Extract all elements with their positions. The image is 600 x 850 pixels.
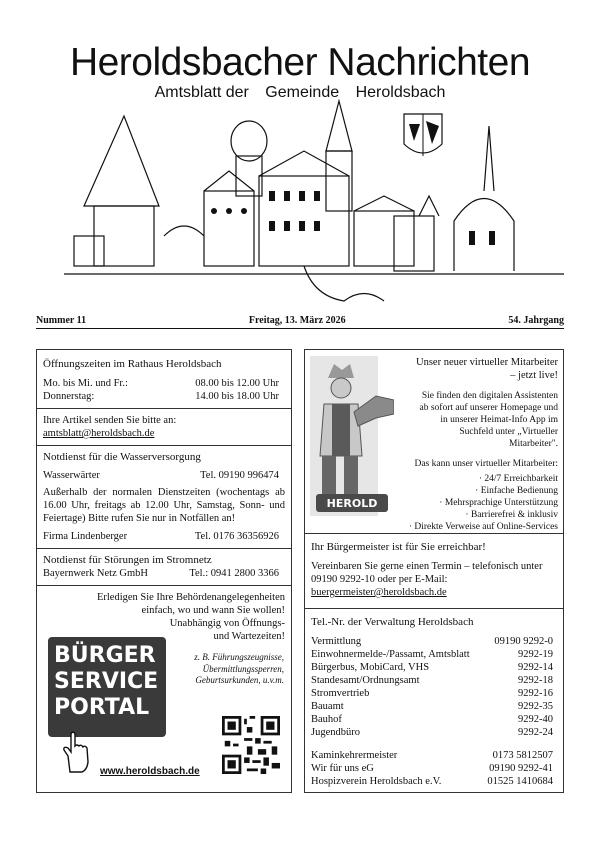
portal-intro-line: einfach, wo und wann Sie wollen!	[141, 605, 285, 616]
portal-logo-line: BÜRGER	[54, 643, 156, 668]
issue-line	[36, 315, 564, 329]
portal-intro-line: und Wartezeiten!	[213, 631, 285, 642]
power-provider-phone: Tel.: 0941 2800 3366	[189, 568, 279, 579]
phone-label: Wir für uns eG	[311, 763, 374, 774]
phone-list-row	[311, 726, 553, 739]
issue-number: Nummer 11	[36, 315, 87, 326]
phone-label: Standesamt/Ordnungsamt	[311, 675, 420, 686]
mayor-email-link[interactable]: buergermeister@heroldsbach.de	[311, 587, 447, 598]
phone-label: Hospizverein Heroldsbach e.V.	[311, 776, 442, 787]
opening-hours-section	[37, 350, 291, 403]
herold-feature-item: · Einfache Bedienung	[475, 486, 558, 496]
water-keeper-phone: Tel. 09190 996474	[200, 470, 279, 481]
water-keeper-label: Wasserwärter	[43, 470, 100, 481]
phone-number: 09190 9292-0	[494, 636, 553, 647]
masthead	[0, 40, 600, 102]
herold-feature-item: · Direkte Verweise auf Online-Services	[408, 522, 558, 532]
water-firm-label: Firma Lindenberger	[43, 531, 128, 542]
subtitle-mid: Gemeinde	[265, 84, 340, 101]
phone-list-row	[311, 674, 553, 687]
articles-text: Ihre Artikel senden Sie bitte an:	[43, 415, 177, 426]
phone-list-row	[311, 749, 553, 762]
herold-feature-item: · Mehrsprachige Unterstützung	[439, 498, 558, 508]
herold-headline: Unser neuer virtueller Mitarbeiter	[416, 357, 558, 368]
water-firm-phone: Tel. 0176 36356926	[194, 531, 279, 542]
subtitle-left: Amtsblatt der	[154, 84, 249, 101]
phone-label: Bürgerbus, MobiCard, VHS	[311, 662, 430, 673]
subtitle-right: Heroldsbach	[355, 84, 446, 101]
opening-day: Donnerstag:	[43, 391, 95, 402]
coat-of-arms-icon	[404, 114, 442, 156]
phone-label: Bauhof	[311, 714, 342, 725]
opening-hours-row	[43, 390, 285, 403]
opening-hours-row	[43, 377, 285, 390]
phone-number: 9292-35	[518, 701, 553, 712]
phone-number: 01525 1410684	[487, 776, 553, 787]
herold-feature-item: · Barrierefrei & inklusiv	[465, 510, 558, 520]
phone-list-row	[311, 635, 553, 648]
phone-label: Kaminkehrermeister	[311, 750, 398, 761]
qr-code-icon[interactable]	[222, 716, 280, 774]
phone-number: 9292-16	[518, 688, 553, 699]
herold-announcement	[378, 356, 558, 533]
herold-features-title: Das kann unser virtueller Mitarbeiter:	[414, 459, 558, 469]
power-provider-label: Bayernwerk Netz GmbH	[43, 568, 148, 579]
opening-day: Mo. bis Mi. und Fr.:	[43, 378, 128, 389]
water-firm-row	[43, 530, 285, 543]
opening-hours-title: Öffnungszeiten im Rathaus Heroldsbach	[43, 358, 222, 370]
phone-number: 9292-19	[518, 649, 553, 660]
herold-feature-item: · 24/7 Erreichbarkeit	[478, 474, 558, 484]
portal-logo-line: PORTAL	[54, 695, 150, 720]
herold-feature-list	[378, 473, 558, 533]
phone-list-row	[311, 775, 553, 788]
portal-intro-line: Unabhängig von Öffnungs-	[169, 618, 285, 629]
newspaper-title: Heroldsbacher Nachrichten	[69, 41, 531, 84]
water-emergency-section	[37, 451, 291, 543]
opening-time: 14.00 bis 18.00 Uhr	[195, 391, 279, 402]
articles-email-link[interactable]: amtsblatt@heroldsbach.de	[43, 428, 155, 439]
portal-examples: z. B. Führungszeugnisse, Übermittlungssperren, Geburtsurkunden, u.v.m.	[194, 652, 284, 685]
phone-label: Einwohnermelde-/Passamt, Amtsblatt	[311, 649, 470, 660]
phone-number: 0173 5812507	[492, 750, 553, 761]
town-illustration	[64, 96, 564, 304]
phone-label: Vermittlung	[311, 636, 362, 647]
herold-badge: HEROLD	[326, 497, 378, 510]
website-link[interactable]: www.heroldsbach.de	[100, 766, 200, 777]
phone-number: 09190 9292-41	[489, 763, 553, 774]
phone-number: 9292-18	[518, 675, 553, 686]
power-emergency-section	[37, 554, 291, 580]
phone-list-extra	[311, 749, 553, 788]
opening-time: 08.00 bis 12.00 Uhr	[195, 378, 279, 389]
phone-label: Jugendbüro	[311, 727, 360, 738]
water-emergency-note: Außerhalb der normalen Dienstzeiten (wochentags ab 16.00 Uhr, freitags ab 12.00 Uhr, Samstag, Sonn- und Feiertage) Bitte rufen Sie nur in Notfällen an!	[43, 487, 285, 524]
herold-intro: Sie finden den digitalen Assistenten ab sofort auf unserer Homepage und in unserer Heimat-Info App im Suchfeld unter „Virtueller Mitarbeiter".	[419, 391, 558, 449]
buergerservice-portal-logo[interactable]	[48, 637, 166, 737]
pointing-hand-icon	[60, 728, 96, 774]
phone-list-row	[311, 713, 553, 726]
phone-list-row	[311, 661, 553, 674]
articles-section	[37, 414, 291, 440]
mayor-title: Ihr Bürgermeister ist für Sie erreichbar!	[311, 541, 486, 553]
portal-logo-line: SERVICE	[54, 669, 159, 694]
phone-label: Bauamt	[311, 701, 344, 712]
phone-list-row	[311, 700, 553, 713]
phone-number: 9292-40	[518, 714, 553, 725]
water-emergency-title: Notdienst für die Wasserversorgung	[43, 451, 201, 463]
herold-headline: – jetzt live!	[510, 370, 558, 381]
phone-list-row	[311, 648, 553, 661]
mayor-text: Vereinbaren Sie gerne einen Termin – telefonisch unter 09190 9292-10 oder per E-Mail:	[311, 561, 543, 585]
phone-list	[311, 635, 553, 739]
phone-number: 9292-14	[518, 662, 553, 673]
phone-list-row	[311, 687, 553, 700]
power-row	[43, 567, 285, 580]
portal-intro-line: Erledigen Sie Ihre Behördenangelegenheiten	[96, 592, 285, 603]
phone-number: 9292-24	[518, 727, 553, 738]
phone-list-title: Tel.-Nr. der Verwaltung Heroldsbach	[311, 616, 474, 628]
phone-list-section	[305, 616, 559, 788]
phone-list-row	[311, 762, 553, 775]
portal-intro	[37, 591, 291, 643]
issue-volume: 54. Jahrgang	[508, 315, 564, 326]
water-keeper-row	[43, 469, 285, 482]
issue-date: Freitag, 13. März 2026	[248, 315, 346, 326]
mayor-section	[305, 541, 563, 599]
phone-label: Stromvertrieb	[311, 688, 370, 699]
power-emergency-title: Notdienst für Störungen im Stromnetz	[43, 554, 212, 566]
